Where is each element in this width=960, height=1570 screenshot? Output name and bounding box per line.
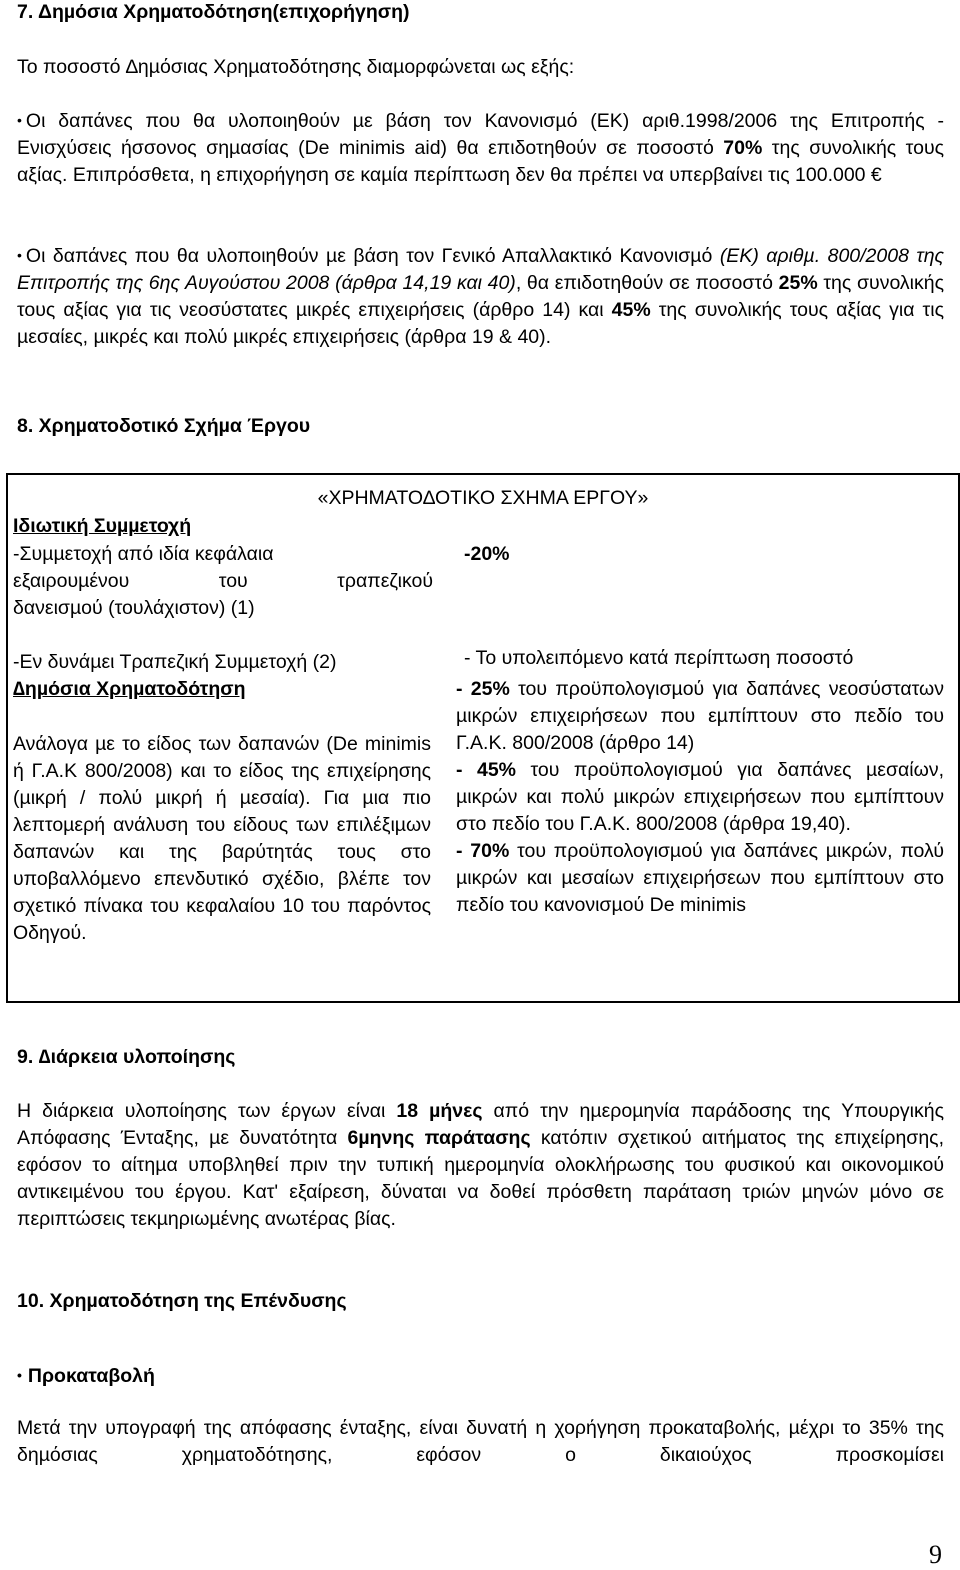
- section-10-heading: 10. Χρηµατοδότηση της Επένδυσης: [17, 1290, 347, 1312]
- own-funds-line-3: δανεισµού (τουλάχιστον) (1): [13, 597, 255, 619]
- public-rates: [456, 676, 944, 919]
- bullet-de-minimis: • Οι δαπάνες που θα υλοποιηθούν µε βάση τον Κανονισµό (ΕΚ) αριθ.1998/2006 της Επιτροπής - Ενισχύσεις ήσσονος σηµασίας (De minimis aid) θα επιδοτηθούν σε ποσοστό 70% της συνολικής τους αξίας. Επιπρόσθετα, η επιχορήγηση σε καµία περίπτωση δεν θα πρέπει να υπερβαίνει τις 100.000 €: [17, 110, 945, 186]
- public-text: Ανάλογα µε το είδος των δαπανών (De minimis ή Γ.Α.Κ 800/2008) και το είδος της επιχείρησης (µικρή / πολύ µικρή ή µεσαία). Για µια πιο λεπτοµερή ανάλυση του είδους των επιλέξιµων δαπανών και της βαρύτητάς τους στο υποβαλλόµενο επενδυτικό σχέδιο, βλέπε τον σχετικό πίνακα του κεφαλαίου 10 του παρόντος Οδηγού.: [13, 733, 431, 944]
- section-7-heading: 7. Δηµόσια Χρηµατοδότηση(επιχορήγηση): [17, 1, 410, 23]
- section-9-heading: 9. ∆ιάρκεια υλοποίησης: [17, 1046, 236, 1068]
- funding-scheme-box: [6, 473, 960, 1003]
- bullet-icon: •: [17, 112, 22, 128]
- bullet-gak: • Οι δαπάνες που θα υλοποιηθούν µε βάση τον Γενικό Απαλλακτικό Κανονισµό (ΕΚ) αριθµ. 800/2008 της Επιτροπής της 6ης Αυγούστου 2008 (άρθρα 14,19 και 40), θα επιδοτηθούν σε ποσοστό 25% της συνολικής τους αξίας για τις νεοσύστατες µικρές επιχειρήσεις (άρθρο 14) και 45% της συνολικής τους αξίας για τις µεσαίες, µικρές και πολύ µικρές επιχειρήσεις (άρθρα 19 & 40).: [17, 245, 945, 348]
- rate-25: - 25% του προϋπολογισµού για δαπάνες νεοσύστατων µικρών επιχειρήσεων που εµπίπτουν στο πεδίο του Γ.Α.Κ. 800/2008 (άρθρο 14): [456, 678, 944, 754]
- section-10-text: Μετά την υπογραφή της απόφασης ένταξης, είναι δυνατή η χορήγηση προκαταβολής, µέχρι το 35% της δηµόσιας χρηµατοδότησης, εφόσον ο δικαιούχος προσκοµίσει: [17, 1417, 944, 1466]
- private-heading: Ιδιωτική Συµµετοχή: [13, 515, 192, 537]
- public-heading: ∆ηµόσια Χρηµατοδότηση: [13, 678, 246, 700]
- bullet-advance-payment: • Προκαταβολή: [17, 1365, 155, 1387]
- bank-note: - Το υπολειπόµενο κατά περίπτωση ποσοστό: [464, 647, 854, 669]
- box-title: «ΧΡΗΜΑΤΟ∆ΟΤΙΚΟ ΣΧΗΜΑ ΕΡΓΟΥ»: [317, 487, 649, 509]
- page-number: 9: [929, 1540, 942, 1569]
- own-funds-line-1: -Συµµετοχή από ιδία κεφάλαια: [13, 543, 274, 565]
- rate-45: - 45% του προϋπολογισµού για δαπάνες µεσαίων, µικρών και πολύ µικρών επιχειρήσεων που εµπίπτουν στο πεδίο του Γ.Α.Κ. 800/2008 (άρθρα 19,40).: [456, 759, 944, 835]
- bullet-icon: •: [17, 247, 22, 263]
- rate-70: - 70% του προϋπολογισµού για δαπάνες µικρών, πολύ µικρών και µεσαίων επιχειρήσεων που εµπίπτουν στο πεδίο του κανονισµού De minimis: [456, 840, 944, 916]
- bullet-icon: •: [17, 1367, 22, 1383]
- own-funds-block: [13, 541, 433, 622]
- bank-participation: -Εν δυνάµει Τραπεζική Συµµετοχή (2): [13, 651, 337, 673]
- section-7-intro: Το ποσοστό ∆ηµόσιας Χρηµατοδότησης διαµορφώνεται ως εξής:: [17, 56, 575, 78]
- own-funds-line-2: εξαιρουµένου του τραπεζικού: [13, 570, 433, 592]
- section-9-text: Η διάρκεια υλοποίησης των έργων είναι 18 µήνες από την ηµεροµηνία παράδοσης της Υπουργικής Απόφασης Ένταξης, µε δυνατότητα 6µηνης παράτασης κατόπιν σχετικού αιτήµατος της επιχείρησης, εφόσον το αίτηµα υποβληθεί πριν την τυπική ηµεροµηνία ολοκλήρωσης του φυσικού και οικονοµικού αντικειµένου του έργου. Κατ' εξαίρεση, δύναται να δοθεί πρόσθετη παράταση τριών µηνών µόνο σε περιπτώσεις τεκµηριωµένης ανωτέρας βίας.: [17, 1100, 944, 1230]
- section-8-heading: 8. Χρηµατοδοτικό Σχήµα Έργου: [17, 415, 311, 437]
- own-funds-percentage: -20%: [464, 543, 510, 565]
